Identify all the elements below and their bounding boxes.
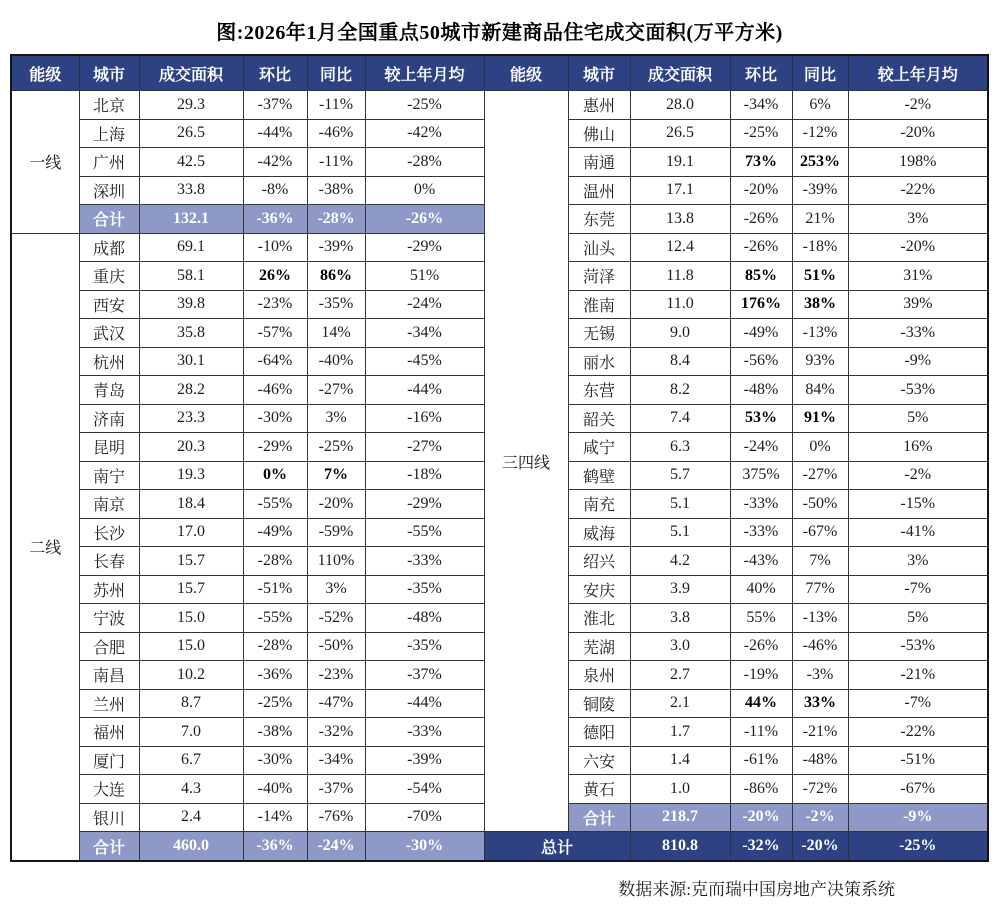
mom-cell: 176%	[730, 290, 792, 319]
yoy-cell: -76%	[307, 803, 365, 832]
area-cell: 15.0	[139, 632, 243, 661]
city-cell: 北京	[79, 91, 139, 120]
mom-cell: -56%	[730, 347, 792, 376]
mom-cell: -10%	[243, 233, 307, 262]
mom-cell: -44%	[243, 119, 307, 148]
city-cell: 惠州	[568, 91, 630, 120]
area-cell: 1.0	[630, 775, 730, 804]
city-cell: 杭州	[79, 347, 139, 376]
city-cell: 绍兴	[568, 547, 630, 576]
yoy-cell: -11%	[307, 91, 365, 120]
yoy-cell: 84%	[792, 376, 848, 405]
yoy-cell: -13%	[792, 604, 848, 633]
mom-cell: 40%	[730, 575, 792, 604]
area-cell: 26.5	[139, 119, 243, 148]
city-cell: 南通	[568, 148, 630, 177]
vs-avg-cell: 3%	[848, 205, 988, 234]
city-cell: 淮南	[568, 290, 630, 319]
subtotal-city-cell: 合计	[79, 205, 139, 234]
area-cell: 3.9	[630, 575, 730, 604]
city-cell: 长春	[79, 547, 139, 576]
yoy-cell: 0%	[792, 433, 848, 462]
yoy-cell: -38%	[307, 176, 365, 205]
table-row	[11, 91, 988, 120]
yoy-cell: -35%	[307, 290, 365, 319]
vs-avg-cell: 0%	[365, 176, 484, 205]
city-cell: 兰州	[79, 689, 139, 718]
vs-avg-cell: -29%	[365, 233, 484, 262]
mom-cell: -38%	[243, 718, 307, 747]
area-cell: 11.0	[630, 290, 730, 319]
area-cell: 4.2	[630, 547, 730, 576]
grand-total-mom-cell: -32%	[730, 832, 792, 862]
vs-avg-cell: -35%	[365, 575, 484, 604]
mom-cell: -49%	[243, 518, 307, 547]
column-header-l4: 同比	[307, 55, 365, 91]
area-cell: 58.1	[139, 262, 243, 291]
yoy-cell: -32%	[307, 718, 365, 747]
area-cell: 13.8	[630, 205, 730, 234]
vs-avg-cell: -2%	[848, 461, 988, 490]
vs-avg-cell: -33%	[365, 547, 484, 576]
mom-cell: -14%	[243, 803, 307, 832]
mom-cell: -23%	[243, 290, 307, 319]
mom-cell: -29%	[243, 433, 307, 462]
mom-cell: -36%	[243, 661, 307, 690]
city-cell: 长沙	[79, 518, 139, 547]
mom-cell: -26%	[730, 233, 792, 262]
area-cell: 17.0	[139, 518, 243, 547]
mom-cell: -43%	[730, 547, 792, 576]
grand-total-yoy-cell: -20%	[792, 832, 848, 862]
vs-avg-cell: -45%	[365, 347, 484, 376]
city-cell: 苏州	[79, 575, 139, 604]
city-cell: 安庆	[568, 575, 630, 604]
grand-total-vs-avg-cell: -25%	[848, 832, 988, 862]
mom-cell: -11%	[730, 718, 792, 747]
yoy-cell: -13%	[792, 319, 848, 348]
yoy-cell: 77%	[792, 575, 848, 604]
city-cell: 济南	[79, 404, 139, 433]
yoy-cell: -46%	[792, 632, 848, 661]
vs-avg-cell: -28%	[365, 148, 484, 177]
mom-cell: 73%	[730, 148, 792, 177]
yoy-cell: -23%	[307, 661, 365, 690]
area-cell: 29.3	[139, 91, 243, 120]
city-cell: 武汉	[79, 319, 139, 348]
yoy-cell: 91%	[792, 404, 848, 433]
city-cell: 东营	[568, 376, 630, 405]
yoy-cell: -72%	[792, 775, 848, 804]
column-header-l2: 成交面积	[139, 55, 243, 91]
area-cell: 26.5	[630, 119, 730, 148]
mom-cell: -61%	[730, 746, 792, 775]
area-cell: 42.5	[139, 148, 243, 177]
column-header-r4: 同比	[792, 55, 848, 91]
yoy-cell: -46%	[307, 119, 365, 148]
vs-avg-cell: 39%	[848, 290, 988, 319]
yoy-cell: 14%	[307, 319, 365, 348]
data-source: 数据来源:克而瑞中国房地产决策系统	[618, 880, 895, 899]
vs-avg-cell: -44%	[365, 376, 484, 405]
subtotal-yoy-cell: -2%	[792, 803, 848, 832]
city-cell: 南宁	[79, 461, 139, 490]
column-header-r1: 城市	[568, 55, 630, 91]
table-body	[11, 91, 988, 862]
area-cell: 15.7	[139, 575, 243, 604]
area-cell: 8.4	[630, 347, 730, 376]
yoy-cell: -18%	[792, 233, 848, 262]
subtotal-area-cell: 218.7	[630, 803, 730, 832]
city-cell: 六安	[568, 746, 630, 775]
city-cell: 温州	[568, 176, 630, 205]
vs-avg-cell: -55%	[365, 518, 484, 547]
yoy-cell: -11%	[307, 148, 365, 177]
mom-cell: -48%	[730, 376, 792, 405]
city-cell: 广州	[79, 148, 139, 177]
area-cell: 23.3	[139, 404, 243, 433]
vs-avg-cell: -42%	[365, 119, 484, 148]
city-cell: 菏泽	[568, 262, 630, 291]
yoy-cell: -12%	[792, 119, 848, 148]
header-row	[11, 55, 988, 91]
area-cell: 69.1	[139, 233, 243, 262]
mom-cell: -26%	[730, 205, 792, 234]
city-cell: 铜陵	[568, 689, 630, 718]
yoy-cell: -34%	[307, 746, 365, 775]
yoy-cell: 7%	[792, 547, 848, 576]
vs-avg-cell: -7%	[848, 689, 988, 718]
table-row	[11, 832, 988, 862]
vs-avg-cell: -24%	[365, 290, 484, 319]
tier-cell: 二线	[11, 233, 79, 861]
city-cell: 泉州	[568, 661, 630, 690]
city-cell: 韶关	[568, 404, 630, 433]
vs-avg-cell: 3%	[848, 547, 988, 576]
vs-avg-cell: -16%	[365, 404, 484, 433]
yoy-cell: 38%	[792, 290, 848, 319]
city-cell: 重庆	[79, 262, 139, 291]
mom-cell: -25%	[730, 119, 792, 148]
subtotal-mom-cell: -36%	[243, 205, 307, 234]
mom-cell: -24%	[730, 433, 792, 462]
mom-cell: -57%	[243, 319, 307, 348]
vs-avg-cell: 51%	[365, 262, 484, 291]
vs-avg-cell: 31%	[848, 262, 988, 291]
area-cell: 20.3	[139, 433, 243, 462]
vs-avg-cell: -20%	[848, 119, 988, 148]
mom-cell: -20%	[730, 176, 792, 205]
mom-cell: 55%	[730, 604, 792, 633]
vs-avg-cell: -20%	[848, 233, 988, 262]
area-cell: 5.7	[630, 461, 730, 490]
area-cell: 9.0	[630, 319, 730, 348]
city-cell: 厦门	[79, 746, 139, 775]
yoy-cell: -50%	[307, 632, 365, 661]
vs-avg-cell: -67%	[848, 775, 988, 804]
vs-avg-cell: -48%	[365, 604, 484, 633]
subtotal-vs-avg-cell: -30%	[365, 832, 484, 862]
yoy-cell: -48%	[792, 746, 848, 775]
area-cell: 8.2	[630, 376, 730, 405]
city-cell: 佛山	[568, 119, 630, 148]
mom-cell: -34%	[730, 91, 792, 120]
mom-cell: -33%	[730, 490, 792, 519]
area-cell: 7.0	[139, 718, 243, 747]
mom-cell: -25%	[243, 689, 307, 718]
yoy-cell: 253%	[792, 148, 848, 177]
mom-cell: -55%	[243, 490, 307, 519]
yoy-cell: -52%	[307, 604, 365, 633]
city-cell: 青岛	[79, 376, 139, 405]
yoy-cell: 7%	[307, 461, 365, 490]
yoy-cell: -25%	[307, 433, 365, 462]
subtotal-vs-avg-cell: -9%	[848, 803, 988, 832]
vs-avg-cell: 5%	[848, 404, 988, 433]
area-cell: 4.3	[139, 775, 243, 804]
vs-avg-cell: 5%	[848, 604, 988, 633]
mom-cell: -49%	[730, 319, 792, 348]
area-cell: 5.1	[630, 490, 730, 519]
area-cell: 1.7	[630, 718, 730, 747]
mom-cell: -19%	[730, 661, 792, 690]
area-cell: 7.4	[630, 404, 730, 433]
area-cell: 15.7	[139, 547, 243, 576]
mom-cell: -30%	[243, 746, 307, 775]
yoy-cell: -47%	[307, 689, 365, 718]
area-cell: 30.1	[139, 347, 243, 376]
subtotal-city-cell: 合计	[568, 803, 630, 832]
vs-avg-cell: 198%	[848, 148, 988, 177]
city-cell: 德阳	[568, 718, 630, 747]
city-cell: 合肥	[79, 632, 139, 661]
mom-cell: -37%	[243, 91, 307, 120]
yoy-cell: -39%	[792, 176, 848, 205]
vs-avg-cell: -39%	[365, 746, 484, 775]
area-cell: 2.7	[630, 661, 730, 690]
vs-avg-cell: -27%	[365, 433, 484, 462]
mom-cell: 375%	[730, 461, 792, 490]
yoy-cell: -27%	[307, 376, 365, 405]
city-cell: 丽水	[568, 347, 630, 376]
subtotal-area-cell: 132.1	[139, 205, 243, 234]
mom-cell: -86%	[730, 775, 792, 804]
vs-avg-cell: -44%	[365, 689, 484, 718]
city-cell: 银川	[79, 803, 139, 832]
column-header-l5: 较上年月均	[365, 55, 484, 91]
vs-avg-cell: -21%	[848, 661, 988, 690]
mom-cell: 44%	[730, 689, 792, 718]
city-cell: 芜湖	[568, 632, 630, 661]
area-cell: 1.4	[630, 746, 730, 775]
yoy-cell: 3%	[307, 575, 365, 604]
column-header-r2: 成交面积	[630, 55, 730, 91]
area-cell: 6.3	[630, 433, 730, 462]
yoy-cell: -21%	[792, 718, 848, 747]
column-header-l3: 环比	[243, 55, 307, 91]
area-cell: 3.8	[630, 604, 730, 633]
grand-total-area-cell: 810.8	[630, 832, 730, 862]
city-cell: 咸宁	[568, 433, 630, 462]
city-cell: 南昌	[79, 661, 139, 690]
vs-avg-cell: -22%	[848, 176, 988, 205]
area-cell: 19.3	[139, 461, 243, 490]
area-cell: 35.8	[139, 319, 243, 348]
yoy-cell: 3%	[307, 404, 365, 433]
area-cell: 5.1	[630, 518, 730, 547]
vs-avg-cell: -53%	[848, 376, 988, 405]
yoy-cell: 86%	[307, 262, 365, 291]
yoy-cell: 6%	[792, 91, 848, 120]
column-header-r5: 较上年月均	[848, 55, 988, 91]
area-cell: 19.1	[630, 148, 730, 177]
yoy-cell: -20%	[307, 490, 365, 519]
vs-avg-cell: -53%	[848, 632, 988, 661]
vs-avg-cell: -35%	[365, 632, 484, 661]
vs-avg-cell: -9%	[848, 347, 988, 376]
subtotal-mom-cell: -20%	[730, 803, 792, 832]
city-cell: 南充	[568, 490, 630, 519]
mom-cell: 0%	[243, 461, 307, 490]
area-cell: 11.8	[630, 262, 730, 291]
subtotal-yoy-cell: -24%	[307, 832, 365, 862]
area-cell: 2.4	[139, 803, 243, 832]
city-cell: 大连	[79, 775, 139, 804]
vs-avg-cell: -33%	[365, 718, 484, 747]
subtotal-city-cell: 合计	[79, 832, 139, 862]
vs-avg-cell: -33%	[848, 319, 988, 348]
column-header-r0: 能级	[484, 55, 568, 91]
yoy-cell: -59%	[307, 518, 365, 547]
vs-avg-cell: -29%	[365, 490, 484, 519]
transactions-table	[10, 54, 989, 862]
column-header-l1: 城市	[79, 55, 139, 91]
yoy-cell: 110%	[307, 547, 365, 576]
column-header-l0: 能级	[11, 55, 79, 91]
column-header-r3: 环比	[730, 55, 792, 91]
city-cell: 成都	[79, 233, 139, 262]
mom-cell: -42%	[243, 148, 307, 177]
city-cell: 昆明	[79, 433, 139, 462]
city-cell: 黄石	[568, 775, 630, 804]
mom-cell: -55%	[243, 604, 307, 633]
city-cell: 威海	[568, 518, 630, 547]
vs-avg-cell: -70%	[365, 803, 484, 832]
area-cell: 2.1	[630, 689, 730, 718]
city-cell: 鹤壁	[568, 461, 630, 490]
yoy-cell: -37%	[307, 775, 365, 804]
area-cell: 18.4	[139, 490, 243, 519]
vs-avg-cell: -37%	[365, 661, 484, 690]
city-cell: 宁波	[79, 604, 139, 633]
yoy-cell: 51%	[792, 262, 848, 291]
area-cell: 10.2	[139, 661, 243, 690]
vs-avg-cell: -34%	[365, 319, 484, 348]
mom-cell: -8%	[243, 176, 307, 205]
yoy-cell: -3%	[792, 661, 848, 690]
area-cell: 15.0	[139, 604, 243, 633]
area-cell: 28.2	[139, 376, 243, 405]
yoy-cell: -27%	[792, 461, 848, 490]
city-cell: 福州	[79, 718, 139, 747]
mom-cell: -28%	[243, 547, 307, 576]
area-cell: 28.0	[630, 91, 730, 120]
vs-avg-cell: -2%	[848, 91, 988, 120]
vs-avg-cell: -18%	[365, 461, 484, 490]
city-cell: 无锡	[568, 319, 630, 348]
mom-cell: 53%	[730, 404, 792, 433]
mom-cell: -64%	[243, 347, 307, 376]
grand-total-label: 总计	[484, 832, 630, 862]
area-cell: 6.7	[139, 746, 243, 775]
city-cell: 西安	[79, 290, 139, 319]
yoy-cell: -40%	[307, 347, 365, 376]
mom-cell: -26%	[730, 632, 792, 661]
mom-cell: -30%	[243, 404, 307, 433]
city-cell: 深圳	[79, 176, 139, 205]
vs-avg-cell: -7%	[848, 575, 988, 604]
city-cell: 上海	[79, 119, 139, 148]
area-cell: 12.4	[630, 233, 730, 262]
mom-cell: -40%	[243, 775, 307, 804]
yoy-cell: -67%	[792, 518, 848, 547]
subtotal-vs-avg-cell: -26%	[365, 205, 484, 234]
yoy-cell: -39%	[307, 233, 365, 262]
vs-avg-cell: -54%	[365, 775, 484, 804]
mom-cell: -51%	[243, 575, 307, 604]
mom-cell: -33%	[730, 518, 792, 547]
mom-cell: 85%	[730, 262, 792, 291]
vs-avg-cell: -51%	[848, 746, 988, 775]
subtotal-yoy-cell: -28%	[307, 205, 365, 234]
vs-avg-cell: -41%	[848, 518, 988, 547]
mom-cell: -46%	[243, 376, 307, 405]
yoy-cell: 93%	[792, 347, 848, 376]
tier-cell: 三四线	[484, 91, 568, 832]
vs-avg-cell: -25%	[365, 91, 484, 120]
tier-cell: 一线	[11, 91, 79, 234]
area-cell: 8.7	[139, 689, 243, 718]
page-title: 图:2026年1月全国重点50城市新建商品住宅成交面积(万平方米)	[216, 22, 783, 44]
city-cell: 汕头	[568, 233, 630, 262]
yoy-cell: 21%	[792, 205, 848, 234]
mom-cell: -28%	[243, 632, 307, 661]
yoy-cell: -50%	[792, 490, 848, 519]
city-cell: 东莞	[568, 205, 630, 234]
mom-cell: 26%	[243, 262, 307, 291]
yoy-cell: 33%	[792, 689, 848, 718]
vs-avg-cell: -15%	[848, 490, 988, 519]
city-cell: 淮北	[568, 604, 630, 633]
vs-avg-cell: 16%	[848, 433, 988, 462]
subtotal-area-cell: 460.0	[139, 832, 243, 862]
area-cell: 17.1	[630, 176, 730, 205]
area-cell: 39.8	[139, 290, 243, 319]
subtotal-mom-cell: -36%	[243, 832, 307, 862]
vs-avg-cell: -22%	[848, 718, 988, 747]
area-cell: 3.0	[630, 632, 730, 661]
city-cell: 南京	[79, 490, 139, 519]
area-cell: 33.8	[139, 176, 243, 205]
